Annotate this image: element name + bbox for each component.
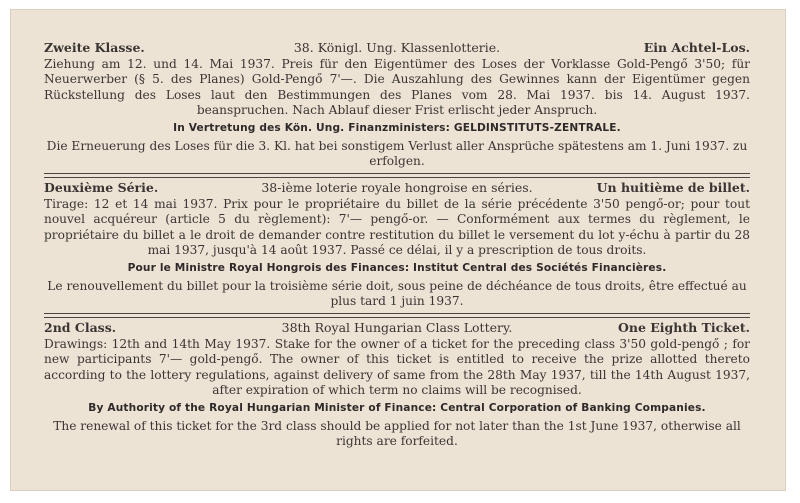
lottery-title: 38th Royal Hungarian Class Lottery.	[281, 320, 513, 335]
terms-paragraph: Tirage: 12 et 14 mai 1937. Prix pour le propriétaire du billet de la série précédente 3'50 pengő-or; pour tout nouvel acquéreur (article 5 du règlement): 7'— pengő-or. — Conformément aux termes du règlement, le propriétaire du billet a le droit de demander contre restitution du billet le versement du lot y-échu à partir du 28 mai 1937, jusqu'à 14 août 1937. Passé ce délai, il y a prescription de tous droits.	[44, 197, 750, 257]
lottery-ticket-back	[10, 9, 786, 491]
renewal-note: Die Erneuerung des Loses für die 3. Kl. hat bei sonstigem Verlust aller Ansprüche spätestens am 1. Juni 1937. zu erfolgen.	[46, 139, 748, 169]
english-header	[44, 319, 750, 337]
class-label: 2nd Class.	[44, 320, 117, 335]
renewal-note: The renewal of this ticket for the 3rd class should be applied for not later than the 1st June 1937, otherwise all rights are forfeited.	[53, 419, 741, 449]
lottery-title: 38. Königl. Ung. Klassenlotterie.	[293, 40, 501, 55]
french-header	[44, 179, 750, 197]
class-label: Zweite Klasse.	[44, 40, 145, 55]
german-section	[44, 39, 750, 170]
lottery-title: 38-ième loterie royale hongroise en séries.	[261, 180, 533, 195]
section-divider	[44, 173, 750, 178]
ticket-type: Un huitième de billet.	[596, 180, 750, 195]
ticket-type: Ein Achtel-Los.	[643, 40, 750, 55]
authority-line: In Vertretung des Kön. Ung. Finanzministers: GELDINSTITUTS-ZENTRALE.	[173, 122, 621, 135]
terms-paragraph: Ziehung am 12. und 14. Mai 1937. Preis für den Eigentümer des Loses der Vorklasse Gold-Pengő 3'50; für Neuerwerber (§ 5. des Planes) Gold-Pengő 7'—. Die Auszahlung des Gewinnes kann der Eigentümer gegen Rückstellung des Loses laut den Bestimmungen des Planes vom 28. Mai 1937. bis 14. August 1937. beanspruchen. Nach Ablauf dieser Frist erlischt jeder Anspruch.	[44, 57, 750, 117]
renewal-note: Le renouvellement du billet pour la troisième série doit, sous peine de déchéance de tous droits, être effectué au plus tard 1 juin 1937.	[47, 279, 747, 309]
french-section	[44, 179, 750, 310]
english-section	[44, 319, 750, 450]
ticket-type: One Eighth Ticket.	[617, 320, 750, 335]
section-divider	[44, 313, 750, 318]
terms-paragraph: Drawings: 12th and 14th May 1937. Stake for the owner of a ticket for the preceding class 3'50 gold-pengő ; for new participants 7'— gold-pengő. The owner of this ticket is entitled to receive the prize allotted thereto according to the lottery regulations, against delivery of same from the 28th May 1937, till the 14th August 1937, after expiration of which term no claims will be recognised.	[44, 337, 750, 397]
german-header	[44, 39, 750, 57]
authority-line: By Authority of the Royal Hungarian Minister of Finance: Central Corporation of Banking Companies.	[88, 402, 706, 415]
class-label: Deuxième Série.	[44, 180, 159, 195]
authority-line: Pour le Ministre Royal Hongrois des Finances: Institut Central des Sociétés Financières.	[127, 262, 667, 275]
